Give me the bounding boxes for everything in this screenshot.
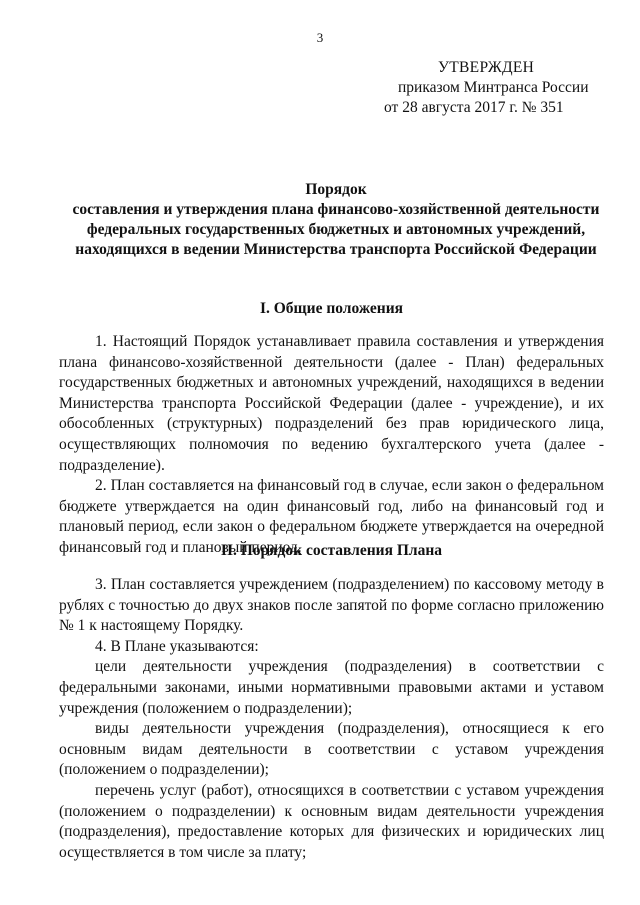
section-2-body — [59, 575, 604, 863]
document-title — [60, 180, 612, 260]
paragraph-services: перечень услуг (работ), относящихся в соответствии с уставом учреждения (положением о подразделении) к основным видам деятельности учреждения (подразделения), предоставление которых для физических и юридических лиц осуществляется в том числе за плату; — [59, 781, 604, 861]
title-line-3: федеральных государственных бюджетных и автономных учреждений, — [86, 221, 586, 238]
approval-order-line: приказом Минтранса России — [398, 79, 589, 96]
approval-title: УТВЕРЖДЕН — [438, 59, 535, 76]
approval-date-line: от 28 августа 2017 г. № 351 — [384, 99, 564, 116]
title-line-1: Порядок — [305, 181, 367, 198]
section-1-body — [59, 332, 604, 559]
paragraph-2: 2. План составляется на финансовый год в случае, если закон о федеральном бюджете утверждается на один финансовый год, либо на финансовый год и плановый период, если закон о федеральном бюджете утверждается на очередной финансовый год и плановый период. — [59, 477, 604, 556]
paragraph-4: 4. В Плане указываются: — [95, 637, 259, 655]
paragraph-1: 1. Настоящий Порядок устанавливает правила составления и утверждения плана финансово-хозяйственной деятельности (далее - План) федеральных государственных бюджетных и автономных учреждений, находящихся в ведении Министерства транспорта Российской Федерации (далее - учреждение), и их обособленных (структурных) подразделений без прав юридического лица, осуществляющих полномочия по ведению бухгалтерского учета (далее - подразделение). — [59, 333, 604, 474]
section-1-heading: I. Общие положения — [259, 300, 404, 317]
title-line-4: находящихся в ведении Министерства транспорта Российской Федерации — [75, 241, 597, 258]
page-number: 3 — [316, 30, 324, 45]
title-line-2: составления и утверждения плана финансово-хозяйственной деятельности — [72, 201, 600, 218]
paragraph-3: 3. План составляется учреждением (подразделением) по кассовому методу в рублях с точностью до двух знаков после запятой по форме согласно приложению № 1 к настоящему Порядку. — [59, 576, 604, 635]
approval-stamp — [384, 58, 604, 118]
section-2-heading: II. Порядок составления Плана — [220, 542, 443, 559]
paragraph-activities: виды деятельности учреждения (подразделения), относящиеся к его основным видам деятельности в соответствии с уставом учреждения (положением о подразделении); — [59, 720, 604, 779]
paragraph-goals: цели деятельности учреждения (подразделения) в соответствии с федеральными законами, иными нормативными правовыми актами и уставом учреждения (положением о подразделении); — [59, 658, 604, 717]
